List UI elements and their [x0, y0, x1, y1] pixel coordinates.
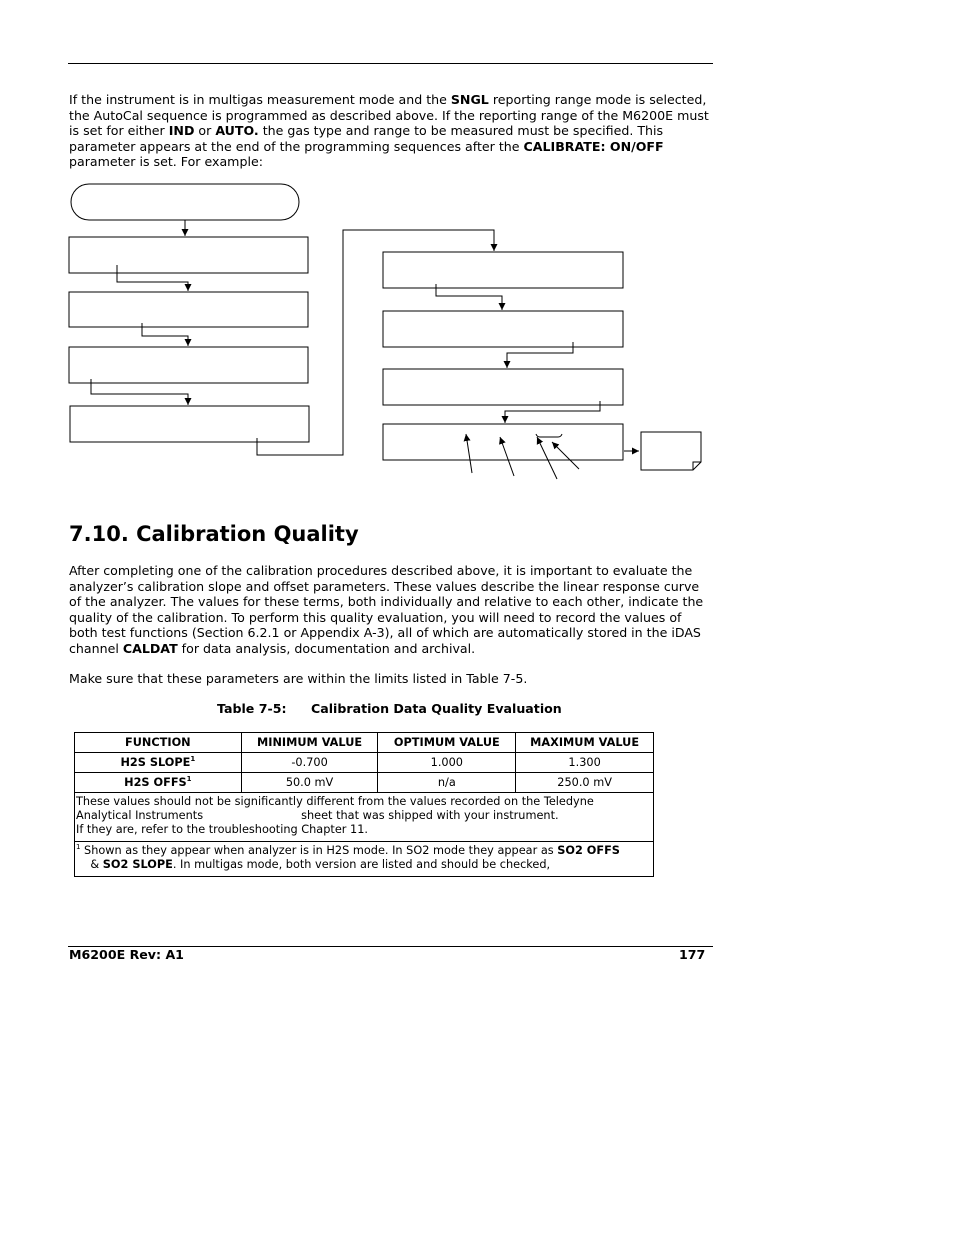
min-value-cell: -0.700	[241, 753, 378, 773]
max-value-cell: 1.300	[516, 753, 654, 773]
table-note: These values should not be significantly different from the values recorded on the Teledyne Analytical Instruments sheet that was shipped with your instrument. If they are, refer to the troubleshooting Chapter 11.	[75, 793, 654, 842]
callout-arrow-1	[466, 434, 472, 473]
table-row	[75, 773, 654, 793]
max-value-cell: 250.0 mV	[516, 773, 654, 793]
optimum-value-cell: 1.000	[378, 753, 516, 773]
optimum-value-cell: n/a	[378, 773, 516, 793]
menu-box-7	[383, 369, 623, 405]
table-row	[75, 753, 654, 773]
function-cell: H2S SLOPE$^1$	[75, 753, 242, 773]
connector-8	[505, 401, 600, 423]
menu-box-8	[383, 424, 623, 460]
footer-doc-revision: M6200E Rev: A1	[69, 947, 184, 962]
note-document	[641, 432, 701, 470]
menu-box-1	[69, 237, 308, 273]
start-terminal	[71, 184, 299, 220]
connector-2	[117, 265, 188, 291]
table-note-row	[75, 793, 654, 842]
column-header: MINIMUM VALUE	[241, 733, 378, 753]
connector-3	[142, 323, 188, 346]
footer-page-number: 177	[679, 947, 706, 962]
table-header-row	[75, 733, 654, 753]
menu-box-6	[383, 311, 623, 347]
column-header: MAXIMUM VALUE	[516, 733, 654, 753]
intro-paragraph: If the instrument is in multigas measurement mode and the SNGL reporting range mode is selected, the AutoCal sequence is programmed as described above. If the reporting range of the M6200E must is set for either IND or AUTO. the gas type and range to be measured must be specified. This parameter appears at the end of the programming sequences after the CALIBRATE: ON/OFF parameter is set. For example:	[69, 92, 709, 170]
column-header: OPTIMUM VALUE	[378, 733, 516, 753]
menu-box-4	[70, 406, 309, 442]
menu-box-5	[383, 252, 623, 288]
callout-bracket	[536, 434, 562, 437]
connector-5	[257, 230, 494, 455]
table-caption-number: Table 7-5:	[217, 701, 287, 716]
function-cell: H2S OFFS$^1$	[75, 773, 242, 793]
autocal-flow-diagram	[0, 0, 954, 500]
table-caption-title: Calibration Data Quality Evaluation	[311, 701, 562, 716]
min-value-cell: 50.0 mV	[241, 773, 378, 793]
column-header: FUNCTION	[75, 733, 242, 753]
table-footnote: $^1$ Shown as they appear when analyzer is in H2S mode. In SO2 mode they appear as SO2 OFFS & SO2 SLOPE. In multigas mode, both version are listed and should be checked,	[75, 842, 654, 877]
callout-arrow-4	[552, 442, 579, 469]
section-title: 7.10. Calibration Quality	[69, 522, 359, 546]
body-paragraph-1: After completing one of the calibration procedures described above, it is important to evaluate the analyzer’s calibration slope and offset parameters. These values describe the linear response curve of the analyzer. The values for these terms, both individually and relative to each other, indicate the quality of the calibration. To perform this quality evaluation, you will need to record the values of both test functions (Section 6.2.1 or Appendix A-3), all of which are automatically stored in the iDAS channel CALDAT for data analysis, documentation and archival.	[69, 563, 704, 656]
body-paragraph-2: Make sure that these parameters are within the limits listed in Table 7-5.	[69, 671, 528, 686]
table-footnote-row	[75, 842, 654, 877]
menu-box-2	[69, 292, 308, 327]
calibration-quality-table	[74, 732, 654, 877]
menu-box-3	[69, 347, 308, 383]
callout-arrow-2	[500, 437, 514, 476]
connector-7	[507, 342, 573, 368]
